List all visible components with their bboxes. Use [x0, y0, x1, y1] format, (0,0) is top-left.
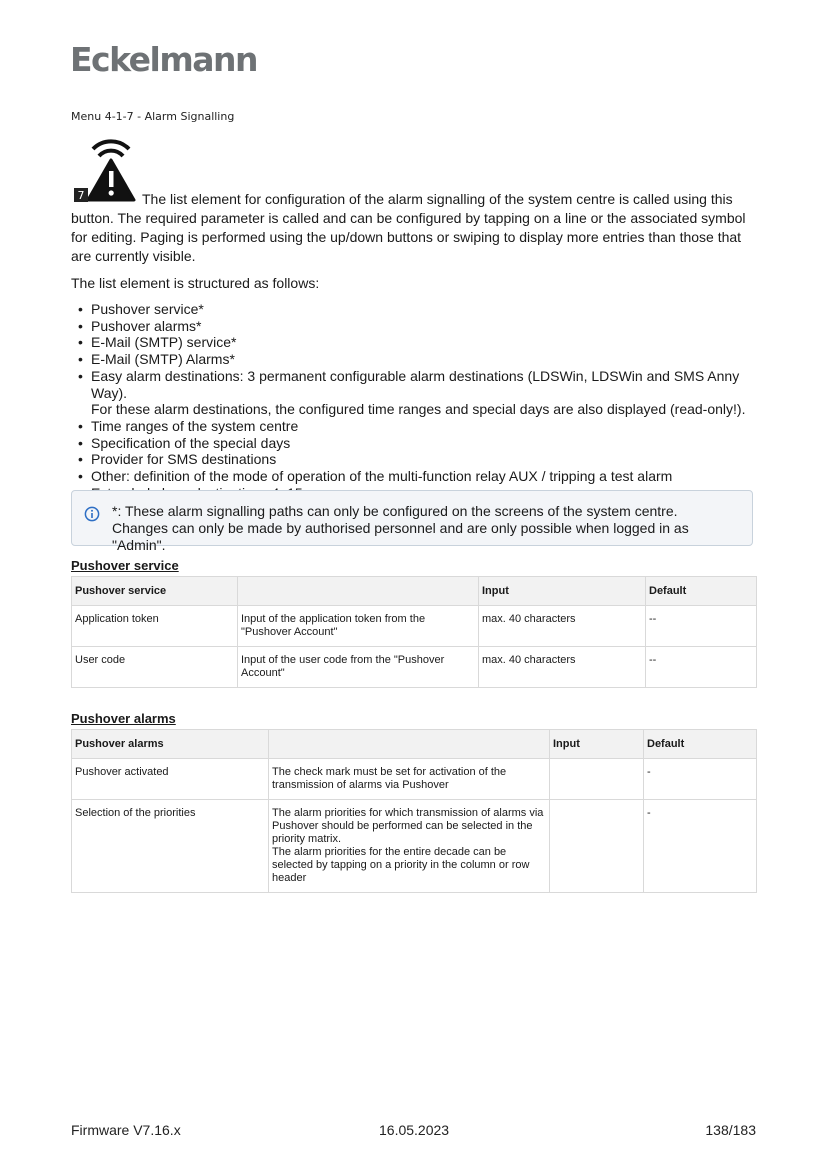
table-cell: max. 40 characters: [479, 647, 646, 688]
table-row: [72, 647, 757, 688]
table-cell: User code: [72, 647, 238, 688]
table-header: Input: [479, 577, 646, 606]
table-header-row: [72, 730, 757, 759]
table-cell: Pushover activated: [72, 759, 269, 800]
info-note-text: *: These alarm signalling paths can only be configured on the screens of the system centre. Changes can only be made by authorised personnel and are only possible when logged in as "Admin".: [112, 503, 689, 553]
intro-paragraph: The list element for configuration of the alarm signalling of the system centre is called using this button. The required parameter is called and can be configured by tapping on a line or the associated symbol for editing. Paging is performed using the up/down buttons or swiping to display more entries than those that are currently visible.: [71, 191, 746, 264]
list-item: • E-Mail (SMTP) service*: [91, 334, 756, 351]
breadcrumb: Menu 4-1-7 - Alarm Signalling: [71, 110, 235, 123]
intro-paragraph-structure: The list element is structured as follows:: [71, 275, 320, 291]
section-title-pushover-alarms: Pushover alarms: [71, 711, 176, 726]
table-header-row: [72, 577, 757, 606]
list-item: • Time ranges of the system centre: [91, 418, 756, 435]
table-cell: Application token: [72, 606, 238, 647]
list-item: [91, 368, 756, 418]
table-header: Pushover alarms: [72, 730, 269, 759]
feature-list: [71, 301, 756, 501]
table-row: [72, 606, 757, 647]
info-icon: [84, 506, 100, 522]
pushover-alarms-table: [71, 729, 757, 893]
table-cell: [550, 800, 644, 893]
table-cell: Input of the application token from the "Pushover Account": [238, 606, 479, 647]
table-cell: -: [644, 759, 757, 800]
list-item: • Specification of the special days: [91, 435, 756, 452]
table-cell: [550, 759, 644, 800]
table-row: [72, 759, 757, 800]
brand-logo: Eckelmann: [70, 40, 257, 79]
table-cell: The alarm priorities for which transmission of alarms via Pushover should be performed can be selected in the priority matrix. The alarm priorities for the entire decade can be selected by tapping on a priority in the column or row header: [269, 800, 550, 893]
table-header: Default: [644, 730, 757, 759]
section-title-pushover-service: Pushover service: [71, 558, 179, 573]
table-cell: --: [646, 647, 757, 688]
table-cell: Selection of the priorities: [72, 800, 269, 893]
intro-section: [71, 190, 756, 501]
table-header: Default: [646, 577, 757, 606]
list-item: • E-Mail (SMTP) Alarms*: [91, 351, 756, 368]
list-item: • Other: definition of the mode of operation of the multi-function relay AUX / tripping a test alarm: [91, 468, 756, 485]
table-cell: --: [646, 606, 757, 647]
table-cell: -: [644, 800, 757, 893]
table-header: [269, 730, 550, 759]
table-cell: Input of the user code from the "Pushover Account": [238, 647, 479, 688]
footer-page-number: 138/183: [705, 1122, 756, 1138]
table-row: [72, 800, 757, 893]
table-cell: max. 40 characters: [479, 606, 646, 647]
list-item: • Pushover service*: [91, 301, 756, 318]
table-header: [238, 577, 479, 606]
footer-date: 16.05.2023: [379, 1122, 450, 1138]
pushover-service-table: [71, 576, 757, 688]
info-note: [71, 490, 753, 553]
icon-badge-number: 7: [77, 189, 85, 202]
table-header: Pushover service: [72, 577, 238, 606]
table-header: Input: [550, 730, 644, 759]
list-item: • Pushover alarms*: [91, 318, 756, 335]
table-cell: The check mark must be set for activation of the transmission of alarms via Pushover: [269, 759, 550, 800]
footer-firmware: Firmware V7.16.x: [71, 1122, 181, 1138]
list-item: • Provider for SMS destinations: [91, 451, 756, 468]
list-item-text: Easy alarm destinations: 3 permanent configurable alarm destinations (LDSWin, LDSWin and SMS Anny Way).: [91, 367, 740, 401]
list-item-extra: For these alarm destinations, the configured time ranges and special days are also displayed (read-only!).: [91, 401, 746, 418]
